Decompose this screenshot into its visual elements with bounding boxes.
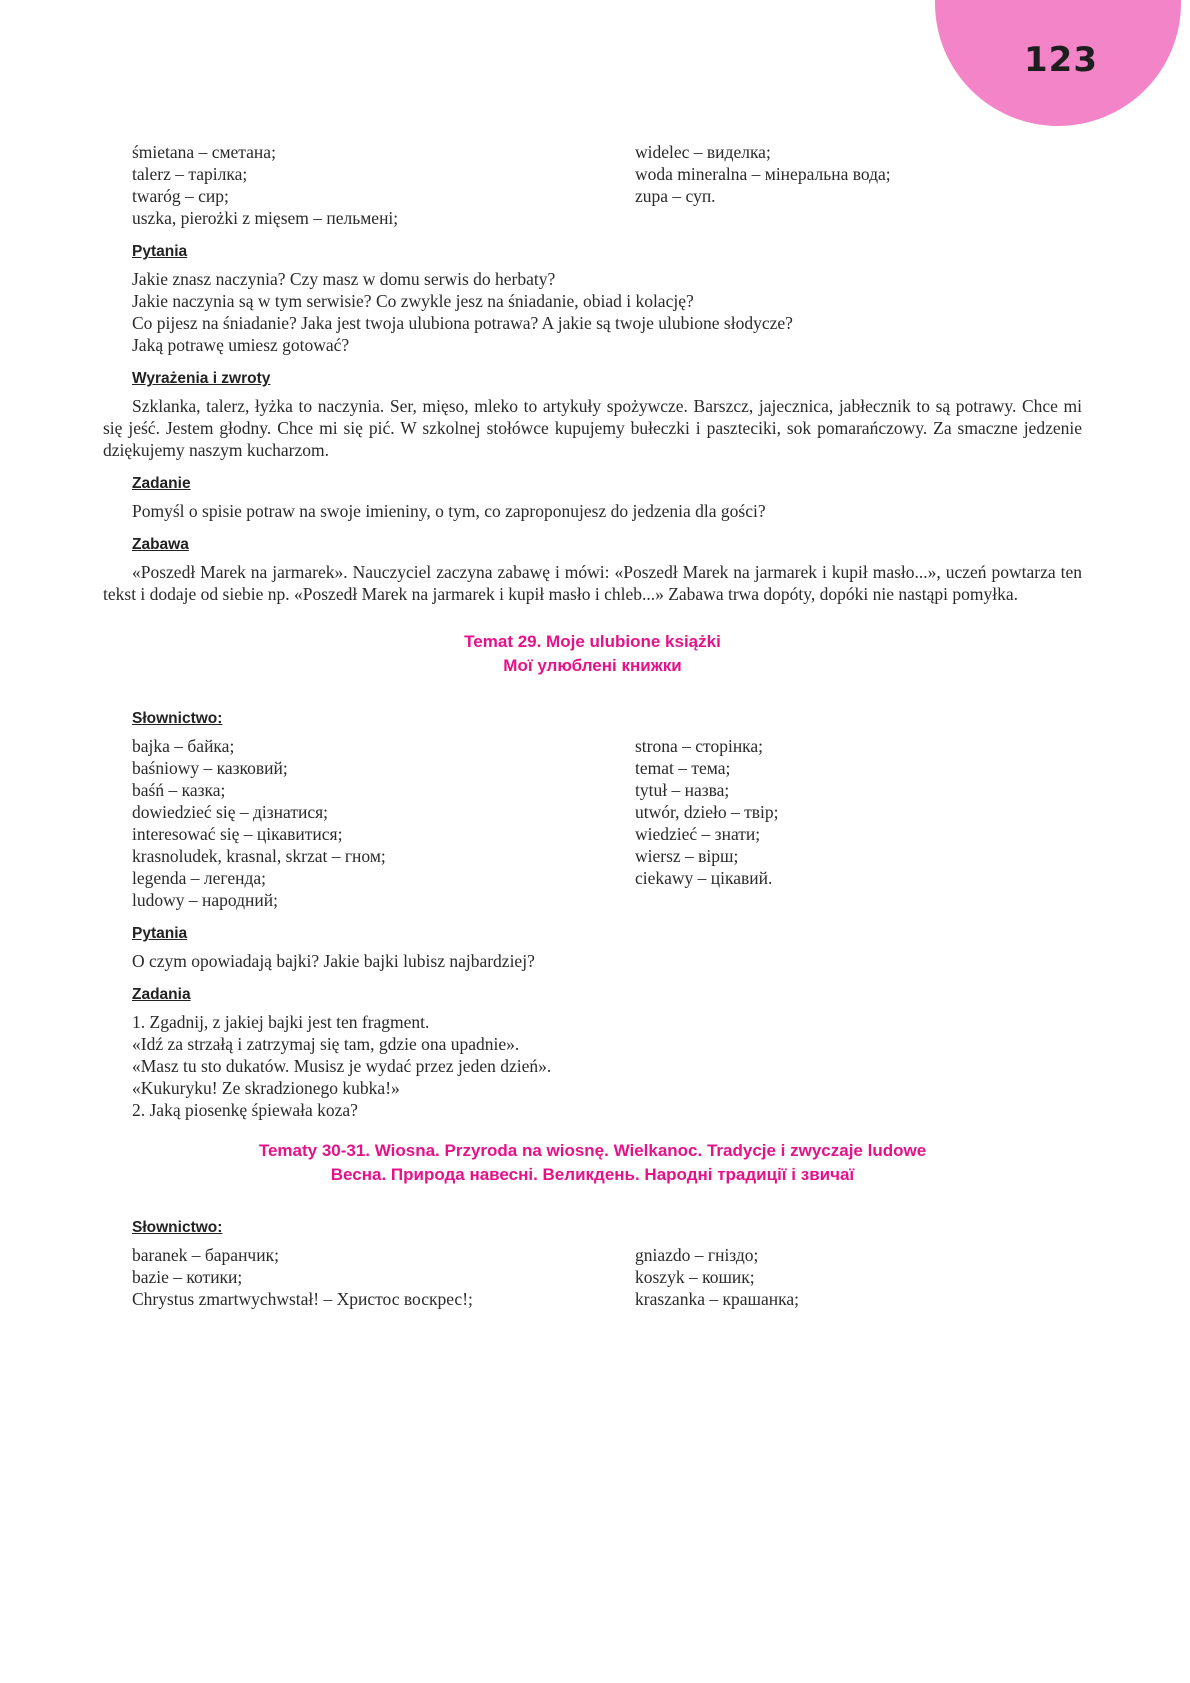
- section-heading-tasks: Zadania: [132, 986, 191, 1003]
- vocabulary-item: legenda – легенда;: [132, 868, 267, 888]
- topic-30-31-title-pl: Tematy 30-31. Wiosna. Przyroda na wiosnę. Wielkanoc. Tradycje i zwyczaje ludowe: [258, 1141, 927, 1160]
- section-heading-questions: Pytania: [132, 243, 188, 260]
- section-heading-game: Zabawa: [132, 536, 189, 553]
- vocabulary-food-columns: [132, 141, 1082, 229]
- vocabulary-item: kraszanka – крашанка;: [635, 1289, 799, 1309]
- section-heading-vocabulary: Słownictwo:: [132, 1219, 223, 1236]
- vocabulary-item: utwór, dzieło – твір;: [635, 802, 779, 822]
- question-line: Jakie naczynia są w tym serwisie? Co zwykle jesz na śniadanie, obiad i kolację?: [132, 291, 694, 311]
- vocabulary-left-column: [132, 141, 635, 229]
- vocabulary-item: koszyk – кошик;: [635, 1267, 755, 1287]
- vocabulary-books-columns: [132, 735, 1082, 911]
- vocabulary-right-column: [635, 1244, 1082, 1310]
- vocabulary-spring-columns: [132, 1244, 1082, 1310]
- task-text: Pomyśl o spisie potraw na swoje imieniny, o tym, co zaproponujesz do jedzenia dla gości?: [132, 501, 766, 521]
- vocabulary-item: baranek – баранчик;: [132, 1245, 279, 1265]
- task-line: «Kukuryku! Ze skradzionego kubka!»: [132, 1078, 400, 1098]
- section-heading-task: Zadanie: [132, 475, 191, 492]
- vocabulary-item: bazie – котики;: [132, 1267, 243, 1287]
- vocabulary-item: śmietana – сметана;: [132, 142, 276, 162]
- vocabulary-left-column: [132, 1244, 635, 1310]
- vocabulary-item: krasnoludek, krasnal, skrzat – гном;: [132, 846, 386, 866]
- vocabulary-item: Chrystus zmartwychwstał! – Христос воскрес!;: [132, 1289, 473, 1309]
- vocabulary-item: wiedzieć – знати;: [635, 824, 761, 844]
- vocabulary-item: twaróg – сир;: [132, 186, 229, 206]
- question-line: Jakie znasz naczynia? Czy masz w domu serwis do herbaty?: [132, 269, 556, 289]
- vocabulary-item: widelec – виделка;: [635, 142, 771, 162]
- vocabulary-item: uszka, pierożki z mięsem – пельмені;: [132, 208, 399, 228]
- section-heading-expressions: Wyrażenia i zwroty: [132, 370, 271, 387]
- vocabulary-right-column: [635, 141, 1082, 229]
- page-number: 123: [1024, 40, 1098, 80]
- vocabulary-item: talerz – тарілка;: [132, 164, 248, 184]
- vocabulary-item: temat – тема;: [635, 758, 731, 778]
- vocabulary-item: tytuł – назва;: [635, 780, 730, 800]
- topic-29-title-ua: Мої улюблені книжки: [503, 656, 682, 675]
- task-line: 2. Jaką piosenkę śpiewała koza?: [132, 1100, 358, 1120]
- task-line: «Idź za strzałą i zatrzymaj się tam, gdzie ona upadnie».: [132, 1034, 520, 1054]
- question-line: Jaką potrawę umiesz gotować?: [132, 335, 350, 355]
- vocabulary-item: baśń – казка;: [132, 780, 226, 800]
- game-paragraph: «Poszedł Marek na jarmarek». Nauczyciel zaczyna zabawę i mówi: «Poszedł Marek na jarmarek i kupił masło...», uczeń powtarza ten tekst i dodaje od siebie np. «Poszedł Marek na jarmarek i kupił masło i chleb...» Zabawa trwa dopóty, dopóki nie nastąpi pomyłka.: [103, 562, 1082, 604]
- vocabulary-item: dowiedzieć się – дізнатися;: [132, 802, 329, 822]
- vocabulary-item: strona – сторінка;: [635, 736, 764, 756]
- page-content: [103, 141, 1082, 1310]
- section-heading-vocabulary: Słownictwo:: [132, 710, 223, 727]
- vocabulary-item: wiersz – вірш;: [635, 846, 739, 866]
- question-line: O czym opowiadają bajki? Jakie bajki lubisz najbardziej?: [132, 951, 535, 971]
- vocabulary-item: baśniowy – казковий;: [132, 758, 288, 778]
- topic-30-31-title-ua: Весна. Природа навесні. Великдень. Народні традиції і звичаї: [330, 1165, 855, 1184]
- vocabulary-item: ciekawy – цікавий.: [635, 868, 773, 888]
- vocabulary-item: woda mineralna – мінеральна вода;: [635, 164, 891, 184]
- vocabulary-item: zupa – суп.: [635, 186, 716, 206]
- vocabulary-left-column: [132, 735, 635, 911]
- expressions-paragraph: Szklanka, talerz, łyżka to naczynia. Ser, mięso, mleko to artykuły spożywcze. Barszcz, jajecznica, jabłecznik to są potrawy. Chce mi się jeść. Jestem głodny. Chce mi się pić. W szkolnej stołówce kupujemy bułeczki i paszteciki, sok pomarańczowy. Za smaczne jedzenie dziękujemy naszym kucharzom.: [103, 396, 1082, 460]
- section-heading-questions: Pytania: [132, 925, 188, 942]
- vocabulary-item: gniazdo – гніздо;: [635, 1245, 759, 1265]
- task-line: «Masz tu sto dukatów. Musisz je wydać przez jeden dzień».: [132, 1056, 552, 1076]
- vocabulary-item: ludowy – народний;: [132, 890, 278, 910]
- task-line: 1. Zgadnij, z jakiej bajki jest ten fragment.: [132, 1012, 430, 1032]
- vocabulary-right-column: [635, 735, 1082, 911]
- vocabulary-item: bajka – байка;: [132, 736, 235, 756]
- question-line: Co pijesz na śniadanie? Jaka jest twoja ulubiona potrawa? A jakie są twoje ulubione słodycze?: [132, 313, 793, 333]
- topic-29-title-pl: Temat 29. Moje ulubione książki: [464, 632, 721, 651]
- vocabulary-item: interesować się – цікавитися;: [132, 824, 343, 844]
